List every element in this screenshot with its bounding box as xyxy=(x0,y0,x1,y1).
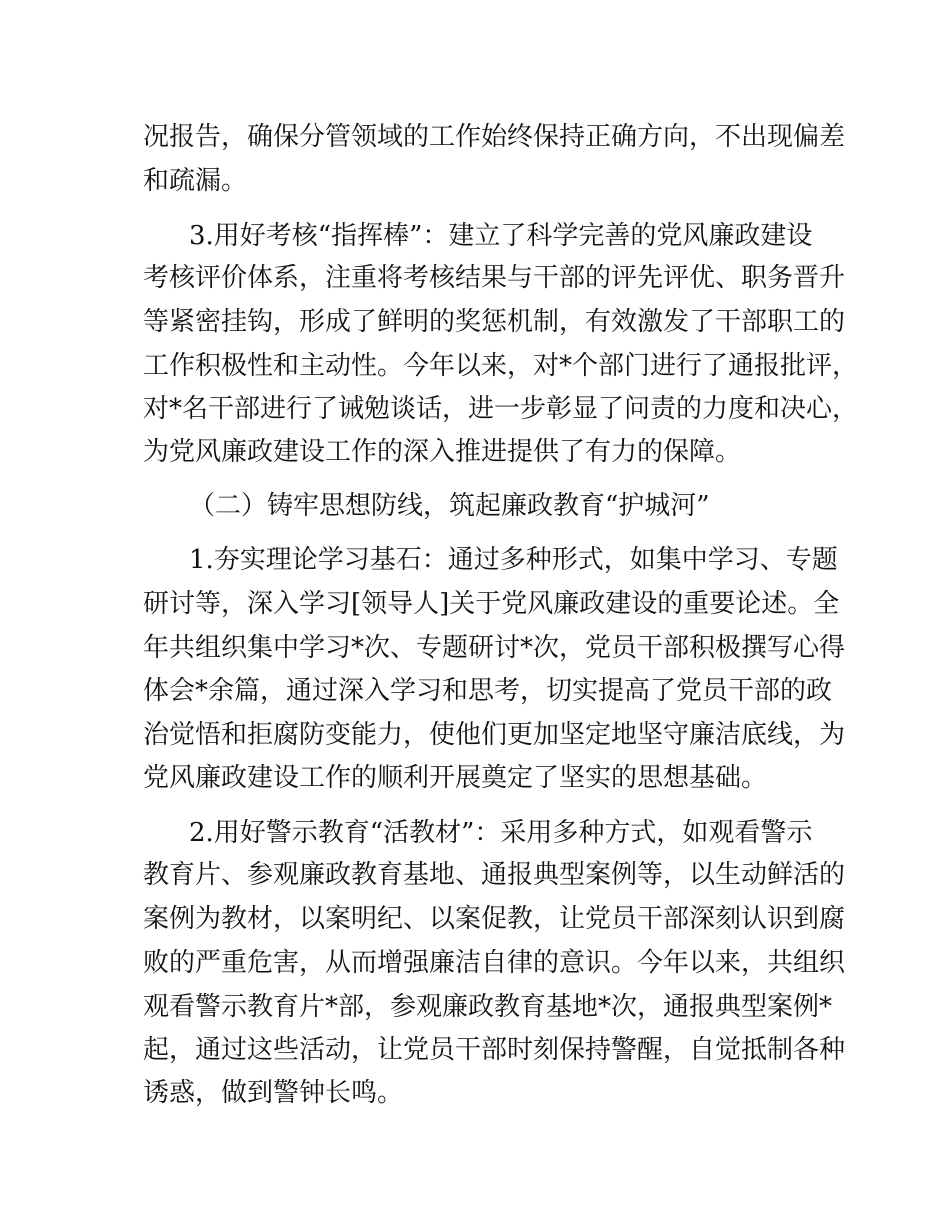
paragraph-3-line-1: 1.夯实理论学习基石：通过多种形式，如集中学习、专题 xyxy=(189,545,838,575)
paragraph-4-line-3: 案例为教材，以案明纪、以案促教，让党员干部深刻认识到腐 xyxy=(143,904,846,934)
paragraph-4-line-1: 2.用好警示教育“活教材”：采用多种方式，如观看警示 xyxy=(189,818,813,848)
paragraph-3-line-6: 党风廉政建设工作的顺利开展奠定了坚实的思想基础。 xyxy=(143,763,768,793)
paragraph-2-line-5: 对*名干部进行了诫勉谈话，进一步彰显了问责的力度和决心， xyxy=(143,394,859,424)
paragraph-4-line-7: 诱惑，做到警钟长鸣。 xyxy=(143,1078,404,1108)
paragraph-2-line-3: 等紧密挂钩，形成了鲜明的奖惩机制，有效激发了干部职工的 xyxy=(143,307,846,337)
paragraph-2-line-1: 3.用好考核“指挥棒”：建立了科学完善的党风廉政建设 xyxy=(189,221,813,251)
paragraph-1-line-2: 和疏漏。 xyxy=(143,166,248,196)
paragraph-3-line-3: 年共组织集中学习*次、专题研讨*次，党员干部积极撰写心得 xyxy=(143,633,846,663)
paragraph-3-line-5: 治觉悟和拒腐防变能力，使他们更加坚定地坚守廉洁底线，为 xyxy=(143,720,846,750)
paragraph-2-line-2: 考核评价体系，注重将考核结果与干部的评先评优、职务晋升 xyxy=(143,263,846,293)
paragraph-1-line-1: 况报告，确保分管领域的工作始终保持正确方向，不出现偏差 xyxy=(143,122,846,152)
paragraph-3-line-4: 体会*余篇，通过深入学习和思考，切实提高了党员干部的政 xyxy=(143,676,833,706)
paragraph-4-line-4: 败的严重危害，从而增强廉洁自律的意识。今年以来，共组织 xyxy=(143,948,846,978)
paragraph-2-line-6: 为党风廉政建设工作的深入推进提供了有力的保障。 xyxy=(143,437,742,467)
paragraph-3-line-2: 研讨等，深入学习[领导人]关于党风廉政建设的重要论述。全 xyxy=(143,589,840,619)
paragraph-2-line-4: 工作积极性和主动性。今年以来，对*个部门进行了通报批评， xyxy=(143,351,859,381)
paragraph-4-line-5: 观看警示教育片*部，参观廉政教育基地*次，通报典型案例* xyxy=(143,992,833,1022)
paragraph-4-line-2: 教育片、参观廉政教育基地、通报典型案例等，以生动鲜活的 xyxy=(143,860,846,890)
paragraph-4-line-6: 起，通过这些活动，让党员干部时刻保持警醒，自觉抵制各种 xyxy=(143,1035,846,1065)
section-heading: （二）铸牢思想防线，筑起廉政教育“护城河” xyxy=(189,491,710,521)
